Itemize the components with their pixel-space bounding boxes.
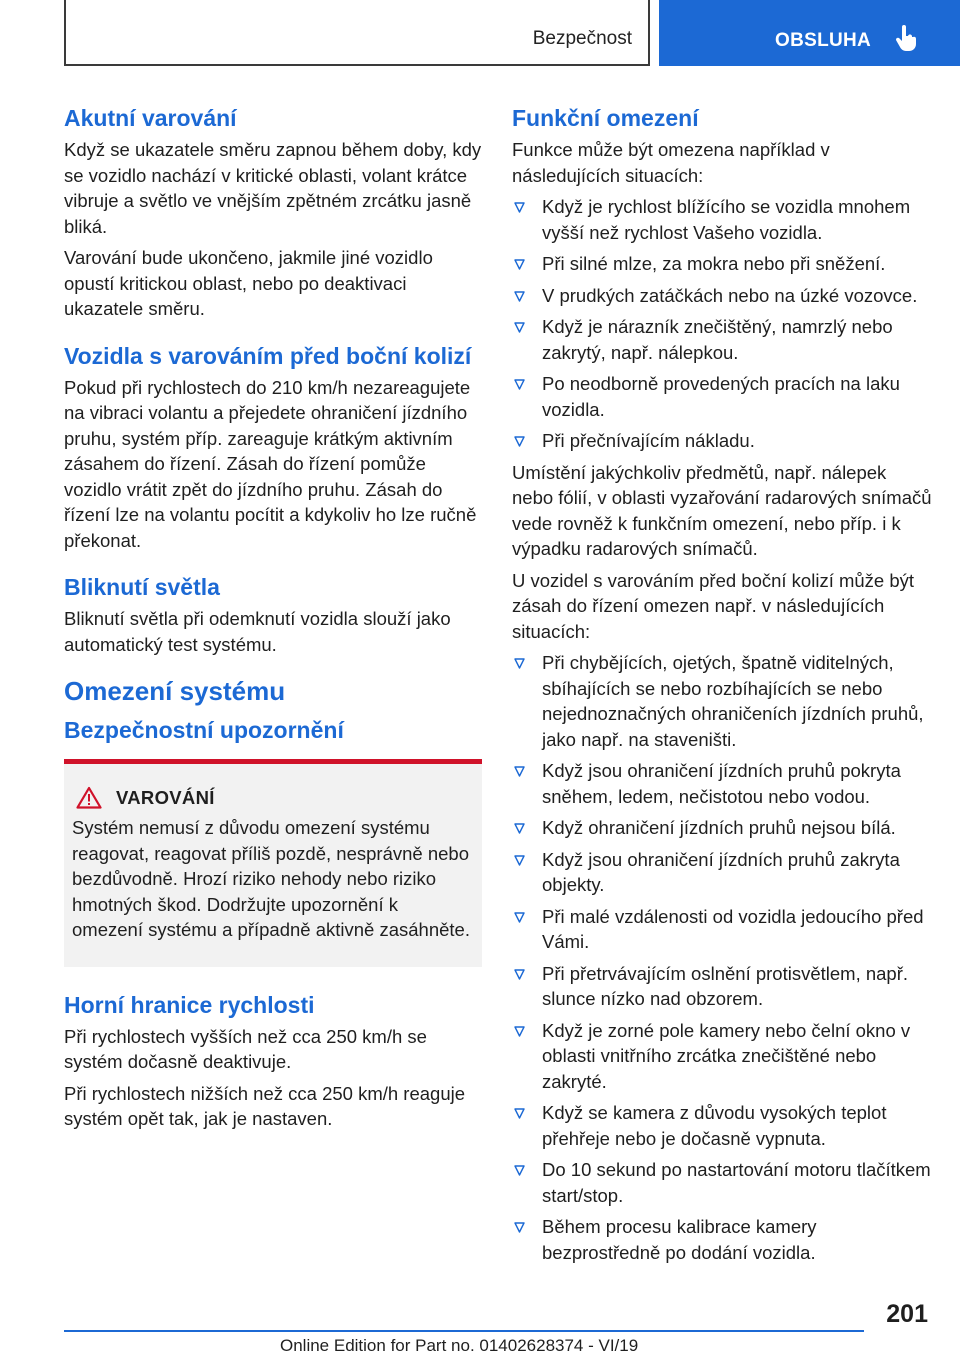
warning-triangle-icon (76, 786, 102, 809)
triangle-bullet-icon (514, 202, 525, 213)
warning-box (64, 759, 482, 967)
right-column (512, 104, 932, 1271)
warning-text: Systém nemusí z důvodu omezení systému reagovat, reagovat příliš pozdě, nesprávně nebo bezdůvodně. Hrozí riziko nehody nebo riziko hmotných škod. Dodržujte upozornění k omezení systému a případně aktivně zasáhněte. (72, 817, 470, 940)
list-item-text: Během procesu kalibrace kamery bezprostředně po dodání vozidla. (542, 1216, 817, 1263)
section-vozidla (64, 342, 482, 554)
list-item-text: Při přečnívajícím nákladu. (542, 430, 755, 451)
section-title: Bezpečnost (532, 28, 632, 49)
list-item (512, 961, 932, 1012)
heading-akutni: Akutní varování (64, 105, 237, 131)
paragraph: Při rychlostech vyšších než cca 250 km/h se systém dočasně deaktivuje. (64, 1025, 427, 1072)
chapter-tab (659, 0, 960, 66)
list-item (512, 1214, 932, 1265)
list-item (512, 428, 932, 454)
list-item-text: Při chybějících, ojetých, špatně viditelných, sbíhajících se nebo rozbíhajících se nebo nejednoznačných ohraničeních jízdních pruhů, jako např. na staveništi. (542, 652, 924, 750)
list-item-text: Když se kamera z důvodu vysokých teplot přehřeje nebo je dočasně vypnuta. (542, 1102, 887, 1149)
list-item-text: Když jsou ohraničení jízdních pruhů pokryta sněhem, ledem, nečistotou nebo vodou. (542, 760, 901, 807)
list-item (512, 314, 932, 365)
list-item-text: Do 10 sekund po nastartování motoru tlačítkem start/stop. (542, 1159, 931, 1206)
list-item (512, 847, 932, 898)
bullet-list-steering (512, 650, 932, 1265)
triangle-bullet-icon (514, 1108, 525, 1119)
list-item (512, 251, 932, 277)
section-horni (64, 991, 482, 1132)
paragraph: Umístění jakýchkoliv předmětů, např. nálepek nebo fólií, v oblasti vyzařování radarových snímačů vede rovněž k funkčním omezení, nebo příp. i k výpadku radarových snímačů. (512, 461, 932, 559)
triangle-bullet-icon (514, 379, 525, 390)
paragraph: Pokud při rychlostech do 210 km/h nezareagujete na vibraci volantu a přejedete ohraničení jízdního pruhu, systém příp. zareaguje krátkým aktivním zásahem do řízení. Zásah do řízení pomůže vozidlo vrátit zpět do jízdního pruhu. Zásah do řízení lze na volantu pocítit a kdykoliv ho lze ručně překonat. (64, 376, 477, 551)
triangle-bullet-icon (514, 1165, 525, 1176)
list-item-text: Když jsou ohraničení jízdních pruhů zakryta objekty. (542, 848, 900, 895)
footer-divider (64, 1330, 864, 1332)
bullet-list-conditions (512, 194, 932, 454)
triangle-bullet-icon (514, 912, 525, 923)
list-item (512, 1018, 932, 1095)
chapter-label: OBSLUHA (775, 30, 872, 51)
section-bliknuti (64, 573, 482, 657)
list-item (512, 1157, 932, 1208)
hand-pointer-icon (895, 25, 917, 51)
list-item (512, 1100, 932, 1151)
paragraph: Funkce může být omezena například v následujících situacích: (512, 139, 830, 186)
list-item (512, 371, 932, 422)
left-column (64, 104, 482, 1152)
list-item (512, 815, 932, 841)
heading-omezeni: Omezení systému (64, 676, 286, 706)
triangle-bullet-icon (514, 322, 525, 333)
list-item-text: V prudkých zatáčkách nebo na úzké vozovce. (542, 284, 918, 306)
list-item-text: Při silné mlze, za mokra nebo při sněžení. (542, 253, 886, 274)
list-item-text: Při malé vzdálenosti od vozidla jedoucího před Vámi. (542, 905, 924, 952)
paragraph: U vozidel s varováním před boční kolizí může být zásah do řízení omezen např. v následujících situacích: (512, 569, 915, 642)
list-item-text: Po neodborně provedených pracích na laku vozidla. (542, 373, 900, 420)
list-item-text: Když je nárazník znečištěný, namrzlý nebo zakrytý, např. nálepkou. (542, 316, 893, 363)
triangle-bullet-icon (514, 1222, 525, 1233)
page-header (64, 0, 960, 66)
list-item (512, 194, 932, 245)
triangle-bullet-icon (514, 436, 525, 447)
warning-label: VAROVÁNÍ (116, 786, 215, 808)
triangle-bullet-icon (514, 969, 525, 980)
paragraph: Při rychlostech nižších než cca 250 km/h reaguje systém opět tak, jak je nastaven. (64, 1082, 466, 1129)
list-item (512, 904, 932, 955)
heading-vozidla: Vozidla s varováním před boční kolizí (64, 342, 472, 369)
section-akutni (64, 104, 482, 322)
heading-horni: Horní hranice rychlosti (64, 991, 315, 1018)
heading-bezpecnostni: Bezpečnostní upozornění (64, 717, 344, 743)
triangle-bullet-icon (514, 766, 525, 777)
triangle-bullet-icon (514, 1026, 525, 1037)
list-item (512, 758, 932, 809)
page-number: 201 (886, 1300, 928, 1328)
header-frame (64, 0, 650, 66)
triangle-bullet-icon (514, 823, 525, 834)
warning-header (72, 786, 474, 809)
triangle-bullet-icon (514, 291, 525, 302)
list-item (512, 650, 932, 752)
list-item-text: Když ohraničení jízdních pruhů nejsou bílá. (542, 817, 896, 838)
list-item-text: Když je zorné pole kamery nebo čelní okno v oblasti vnitřního zrcátka znečištěné nebo zakryté. (542, 1019, 911, 1092)
list-item (512, 283, 932, 309)
heading-funkcni: Funkční omezení (512, 105, 699, 131)
triangle-bullet-icon (514, 658, 525, 669)
list-item-text: Při přetrvávajícím oslnění protisvětlem, např. slunce nízko nad obzorem. (542, 962, 909, 1009)
list-item-text: Když je rychlost blížícího se vozidla mnohem vyšší než rychlost Vašeho vozidla. (542, 196, 911, 243)
paragraph: Když se ukazatele směru zapnou během doby, kdy se vozidlo nachází v kritické oblasti, volant krátce vibruje a světlo ve vnějším zpětném zrcátku jasně bliká. (64, 139, 482, 237)
paragraph: Bliknutí světla při odemknutí vozidla slouží jako automatický test systému. (64, 608, 451, 655)
heading-bliknuti: Bliknutí světla (64, 574, 220, 600)
paragraph: Varování bude ukončeno, jakmile jiné vozidlo opustí kritickou oblast, nebo po deaktivaci ukazatele směru. (64, 247, 433, 319)
triangle-bullet-icon (514, 855, 525, 866)
triangle-bullet-icon (514, 259, 525, 270)
edition-text: Online Edition for Part no. 01402628374 - VI/19 (280, 1336, 639, 1355)
